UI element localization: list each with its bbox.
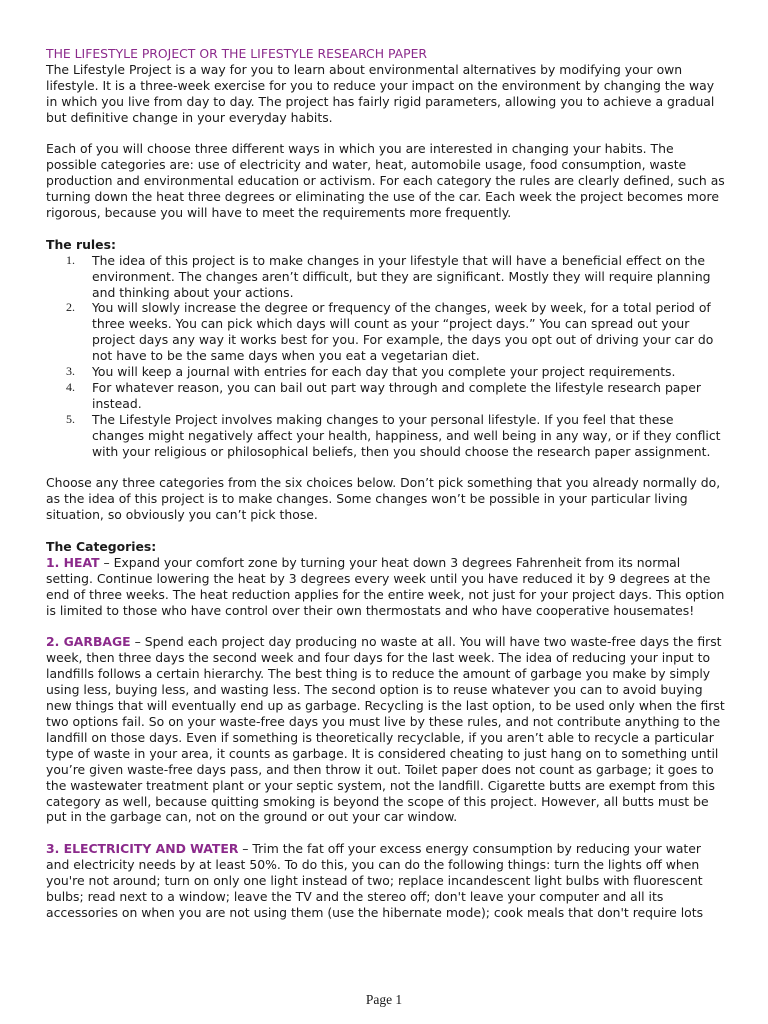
category-electricity-water	[46, 841, 726, 921]
category-label: 3. ELECTRICITY AND WATER	[46, 841, 239, 857]
rules-heading: The rules:	[46, 236, 116, 252]
rule-text: The Lifestyle Project involves making changes to your personal lifestyle. If you feel that these changes might negatively affect your health, happiness, and well being in any way, or if they conflict with your religious or philosophical beliefs, then you should choose the research paper assignment.	[92, 411, 721, 459]
category-label: 1. HEAT	[46, 554, 100, 570]
rule-item	[46, 412, 726, 460]
page-number: Page 1	[365, 992, 403, 1007]
intro-paragraph: The Lifestyle Project is a way for you to learn about environmental alternatives by modifying your own lifestyle. It is a three-week exercise for you to reduce your impact on the environment by changing the way in which you live from day to day. The project has fairly rigid parameters, allowing you to achieve a gradual but definitive change in your everyday habits.	[46, 61, 715, 125]
rule-item	[46, 300, 726, 364]
document-title: THE LIFESTYLE PROJECT OR THE LIFESTYLE RESEARCH PAPER	[46, 46, 428, 61]
choose-paragraph: Each of you will choose three different ways in which you are interested in changing your habits. The possible categories are: use of electricity and water, heat, automobile usage, food consumption, waste production and environmental education or activism. For each category the rules are clearly defined, such as turning down the heat three degrees or eliminating the use of the car. Each week the project becomes more rigorous, because you will have to meet the requirements more frequently.	[46, 141, 725, 221]
rule-number: 3.	[66, 364, 75, 379]
rules-list	[46, 253, 726, 460]
category-text: – Spend each project day producing no waste at all. You will have two waste-free days the first week, then three days the second week and four days for the last week. The idea of reducing your input to landfills follows a certain hierarchy. The best thing is to reduce the amount of garbage you make by simply using less, buying less, and wasting less. The second option is to reuse whatever you can to avoid buying new things that will eventually end up as garbage. Recycling is the last option, to be used only when the first two options fail. So on your waste-free days you must live by these rules, and not contribute anything to the landfill on those days. Even if something is theoretically recyclable, if you aren’t able to recycle a particular type of waste in your area, it counts as garbage. It is considered cheating to just hang on to something until you’re given waste-free days pass, and then throw it out. Toilet paper does not count as garbage; it goes to the wastewater treatment plant or your septic system, not the landfill. Cigarette butts are exempt from this category as well, because quitting smoking is beyond the scope of this project. However, all butts must be put in the garbage can, not on the ground or out your car window.	[46, 634, 725, 825]
rule-number: 4.	[66, 380, 75, 394]
document-page	[46, 46, 726, 921]
rule-text: You will slowly increase the degree or frequency of the changes, week by week, for a total period of three weeks. You can pick which days will count as your “project days.” You can spread out your project days any way it works best for you. For example, the days you opt out of driving your car do not have to be the same days when you eat a vegetarian diet.	[92, 300, 714, 364]
rule-number: 5.	[66, 411, 75, 426]
category-text: – Expand your comfort zone by turning your heat down 3 degrees Fahrenheit from its normal setting. Continue lowering the heat by 3 degrees every week until you have reduced it by 9 degrees at the end of three weeks. The heat reduction applies for the entire week, not just for your project days. This option is limited to those who have control over their own thermostats and who have cooperative housemates!	[46, 554, 725, 618]
choose-three-paragraph: Choose any three categories from the six choices below. Don’t pick something that you already normally do, as the idea of this project is to make changes. Some changes won’t be possible in your particular living situation, so obviously you can’t pick those.	[46, 475, 721, 523]
rule-item	[46, 364, 726, 380]
rule-text: The idea of this project is to make changes in your lifestyle that will have a beneficial effect on the environment. The changes aren’t difficult, but they are significant. Mostly they will require planning and thinking about your actions.	[92, 252, 711, 300]
category-garbage	[46, 634, 726, 825]
category-heat	[46, 555, 726, 619]
category-label: 2. GARBAGE	[46, 634, 131, 650]
rule-number: 2.	[66, 300, 75, 315]
categories-heading: The Categories:	[46, 539, 157, 555]
rule-number: 1.	[66, 252, 75, 267]
rule-text: For whatever reason, you can bail out part way through and complete the lifestyle research paper instead.	[92, 380, 701, 411]
category-text: – Trim the fat off your excess energy consumption by reducing your water and electricity needs by at least 50%. To do this, you can do the following things: turn the lights off when you're not around; turn on only one light instead of two; replace incandescent light bulbs with fluorescent bulbs; read next to a window; leave the TV and the stereo off; don't leave your computer and all its accessories on when you are not using them (use the hibernate mode); cook meals that don't require lots	[46, 841, 704, 920]
rule-text: You will keep a journal with entries for each day that you complete your project requirements.	[92, 364, 676, 380]
rule-item	[46, 380, 726, 412]
rule-item	[46, 253, 726, 301]
